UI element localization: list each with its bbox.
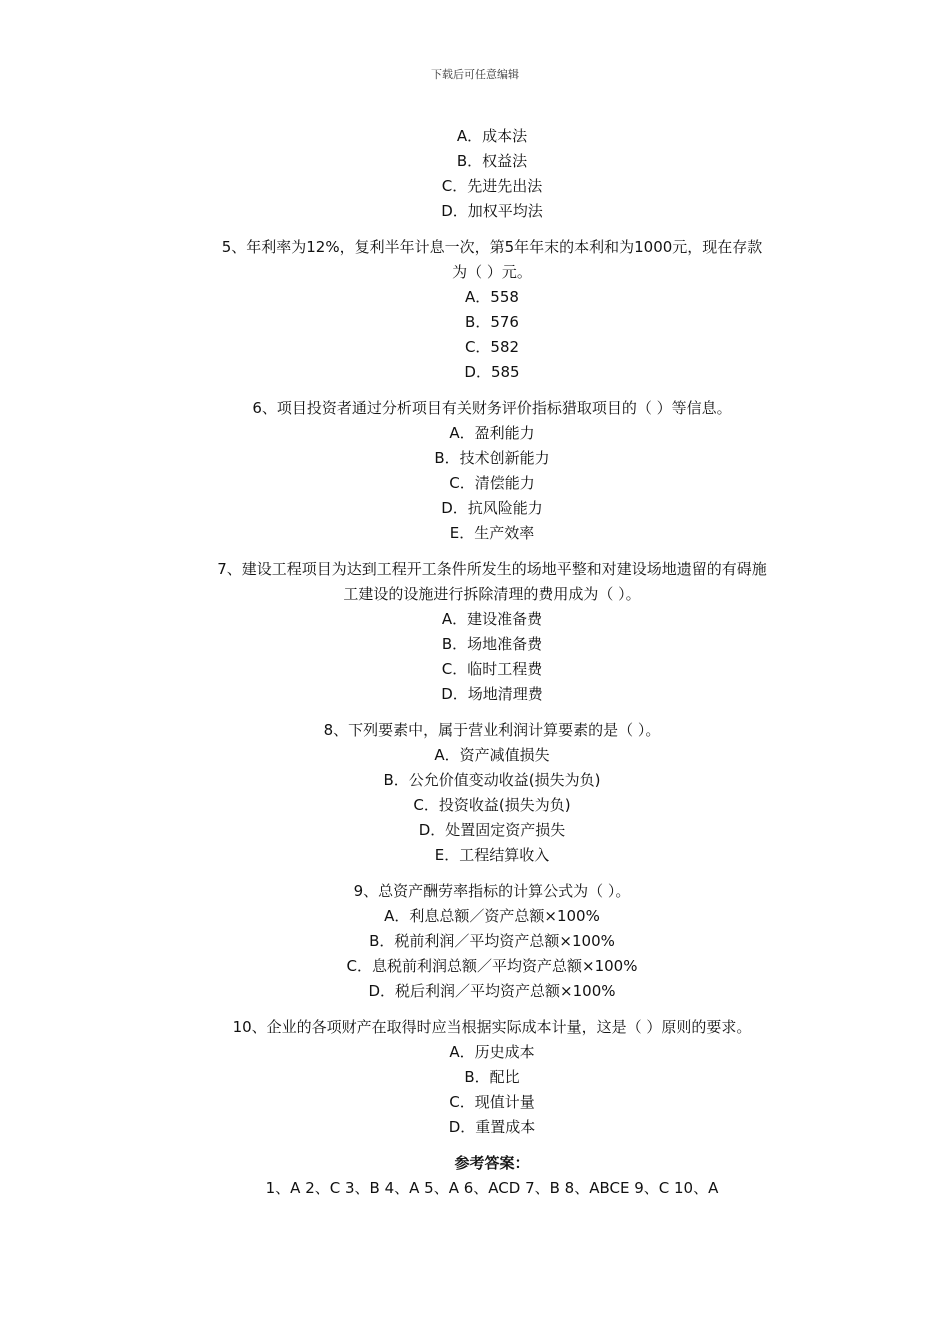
question-text: 7、建设工程项目为达到工程开工条件所发生的场地平整和对建设场地遗留的有碍施 xyxy=(217,560,767,578)
document-body xyxy=(180,124,804,1201)
option-c: C．现值计量 xyxy=(449,1093,535,1111)
question-text-continued: 工建设的设施进行拆除清理的费用成为（ ）。 xyxy=(343,585,641,603)
question-10 xyxy=(180,1015,804,1140)
answer-key-line: 1、A 2、C 3、B 4、A 5、A 6、ACD 7、B 8、ABCE 9、C 10、A xyxy=(265,1179,719,1197)
option-a: A．盈利能力 xyxy=(449,424,535,442)
option-d: D．处置固定资产损失 xyxy=(418,821,566,839)
option-b: B．场地准备费 xyxy=(441,635,543,653)
option-a: A．成本法 xyxy=(456,127,528,145)
option-b: B．税前利润／平均资产总额×100% xyxy=(369,932,615,950)
option-d: D．加权平均法 xyxy=(441,202,543,220)
question-text: 5、年利率为12%，复利半年计息一次，第5年年末的本利和为1000元，现在存款 xyxy=(221,238,763,256)
question-9 xyxy=(180,879,804,1004)
option-a: A．建设准备费 xyxy=(441,610,543,628)
option-b: B．配比 xyxy=(464,1068,520,1086)
question-6 xyxy=(180,396,804,546)
question-text: 6、项目投资者通过分析项目有关财务评价指标猎取项目的（ ）等信息。 xyxy=(252,399,732,417)
option-b: B．576 xyxy=(465,313,519,331)
option-e: E．工程结算收入 xyxy=(434,846,550,864)
option-c: C．先进先出法 xyxy=(441,177,543,195)
option-c: C．息税前利润总额／平均资产总额×100% xyxy=(346,957,638,975)
option-d: D．585 xyxy=(464,363,520,381)
question-text: 9、总资产酬劳率指标的计算公式为（ ）。 xyxy=(353,882,631,900)
option-a: A．利息总额／资产总额×100% xyxy=(384,907,600,925)
option-b: B．公允价值变动收益(损失为负) xyxy=(383,771,601,789)
question-text: 8、下列要素中，属于营业利润计算要素的是（ ）。 xyxy=(323,721,661,739)
question-4-options xyxy=(180,124,804,224)
option-d: D．场地清理费 xyxy=(441,685,543,703)
option-c: C．582 xyxy=(464,338,520,356)
option-e: E．生产效率 xyxy=(449,524,535,542)
option-c: C．清偿能力 xyxy=(449,474,535,492)
option-c: C．临时工程费 xyxy=(441,660,543,678)
question-5 xyxy=(180,235,804,385)
question-text: 10、企业的各项财产在取得时应当根据实际成本计量，这是（ ）原则的要求。 xyxy=(232,1018,752,1036)
option-c: C．投资收益(损失为负) xyxy=(413,796,571,814)
option-b: B．权益法 xyxy=(456,152,528,170)
option-d: D．税后利润／平均资产总额×100% xyxy=(368,982,616,1000)
option-b: B．技术创新能力 xyxy=(434,449,550,467)
option-a: A．历史成本 xyxy=(449,1043,535,1061)
question-text-continued: 为（ ）元。 xyxy=(452,263,532,281)
page-header: 下载后可任意编辑 xyxy=(431,68,519,81)
option-d: D．抗风险能力 xyxy=(441,499,543,517)
answer-key-title: 参考答案： xyxy=(454,1154,530,1172)
option-a: A．资产减值损失 xyxy=(434,746,550,764)
option-a: A．558 xyxy=(465,288,519,306)
answer-key xyxy=(180,1151,804,1201)
question-7 xyxy=(180,557,804,707)
option-d: D．重置成本 xyxy=(448,1118,536,1136)
question-8 xyxy=(180,718,804,868)
